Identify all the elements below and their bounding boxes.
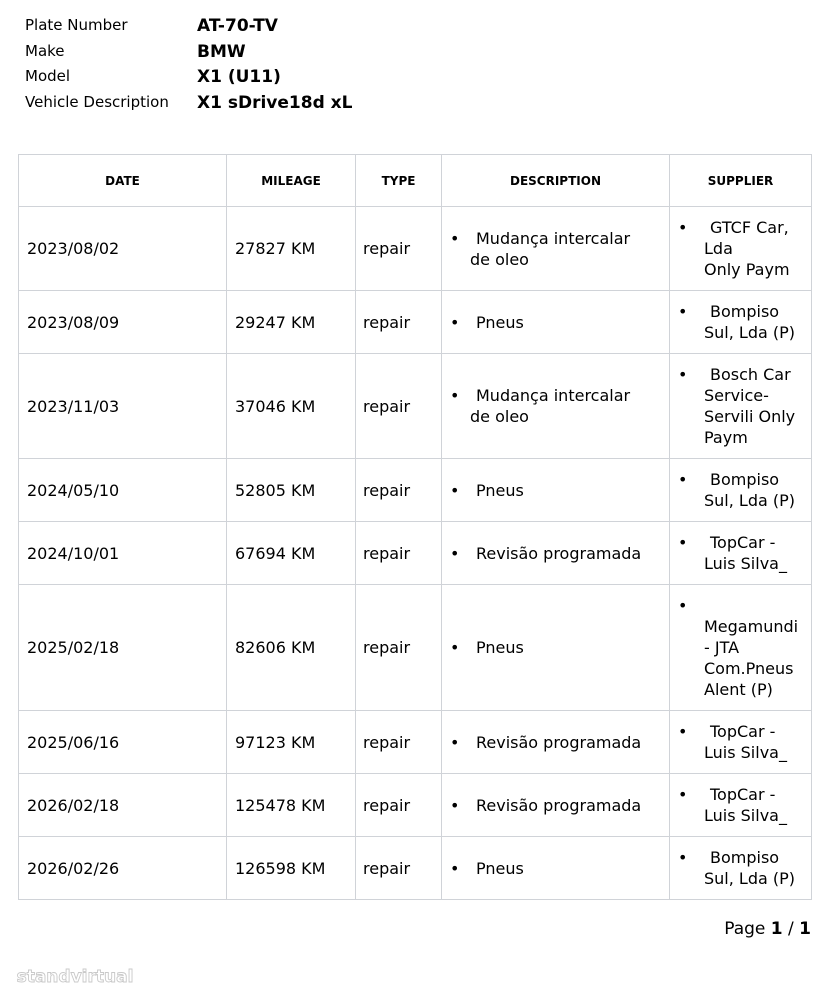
date-cell: 2024/10/01 [19,522,227,585]
make-label: Make [25,41,65,60]
page-prefix: Page [724,919,766,939]
supplier-cell [670,522,812,585]
date-cell: 2025/06/16 [19,711,227,774]
supplier-cell [670,354,812,459]
bullet-icon: • [678,533,688,552]
bullet-icon: • [450,386,460,405]
supplier-text: Megamundi - JTA Com.Pneus Alent (P) [704,617,799,699]
bullet-icon: • [678,596,688,615]
bullet-icon: • [678,848,688,867]
description-text: Pneus [476,480,524,500]
supplier-text: Bosch Car Service- Servili Only Paym [704,365,796,447]
make-value: BMW [197,41,246,62]
mileage-cell: 52805 KM [227,459,356,522]
type-cell: repair [356,837,442,900]
description-text: Revisão programada [476,732,642,752]
supplier-item [678,301,807,343]
plate-label: Plate Number [25,16,128,34]
supplier-cell [670,711,812,774]
description-text: Mudança intercalar de oleo [470,386,631,426]
supplier-text: TopCar - Luis Silva_ [704,785,787,825]
table-row [19,459,812,522]
mileage-cell: 82606 KM [227,585,356,711]
bullet-icon: • [450,543,460,563]
model-value: X1 (U11) [197,67,281,87]
supplier-item [678,532,807,574]
page-current: 1 [770,919,783,939]
type-cell: repair [356,354,442,459]
description-cell [442,774,670,837]
mileage-cell: 29247 KM [227,291,356,354]
description-item [450,312,663,333]
bullet-icon: • [678,785,688,804]
mileage-cell: 27827 KM [227,207,356,291]
supplier-text: TopCar - Luis Silva_ [704,533,787,573]
bullet-icon: • [678,365,688,384]
table-row [19,774,812,837]
description-item [450,543,663,564]
description-text: Revisão programada [476,795,642,815]
description-item [450,795,663,816]
description-text: Pneus [476,312,524,332]
type-cell: repair [356,774,442,837]
date-cell: 2024/05/10 [19,459,227,522]
date-cell: 2025/02/18 [19,585,227,711]
plate-value: AT-70-TV [197,16,278,36]
header-row [19,155,812,207]
header-mileage: MILEAGE [227,155,356,207]
table-row [19,291,812,354]
description-text: Pneus [476,638,524,657]
header-type: TYPE [356,155,442,207]
page-total: 1 [799,919,811,939]
supplier-cell [670,459,812,522]
type-cell: repair [356,711,442,774]
supplier-cell [670,774,812,837]
svg-text:standvirtual: standvirtual [16,967,134,987]
table-row [19,711,812,774]
description-cell [442,459,670,522]
page-separator: / [788,919,794,939]
description-item [450,228,663,270]
description-cell [442,354,670,459]
table-row [19,837,812,900]
supplier-text: Bompiso Sul, Lda (P) [704,848,796,888]
date-cell: 2023/11/03 [19,354,227,459]
header-supplier: SUPPLIER [670,155,812,207]
type-cell: repair [356,459,442,522]
date-cell: 2023/08/02 [19,207,227,291]
bullet-icon: • [450,638,460,657]
table-row [19,207,812,291]
bullet-icon: • [678,218,688,237]
bullet-icon: • [450,480,460,500]
description-text: Revisão programada [476,543,642,563]
supplier-item [678,784,807,826]
description-cell [442,711,670,774]
mileage-cell: 37046 KM [227,354,356,459]
date-cell: 2026/02/18 [19,774,227,837]
supplier-text: Bompiso Sul, Lda (P) [704,302,796,342]
page-indicator [724,919,811,939]
bullet-icon: • [450,228,460,248]
description-item [450,480,663,501]
watermark-logo [8,964,142,988]
table-header [19,155,812,207]
header-description: DESCRIPTION [442,155,670,207]
type-cell: repair [356,207,442,291]
table-row [19,585,812,711]
supplier-text: Bompiso Sul, Lda (P) [704,470,796,510]
description-cell [442,207,670,291]
description-item [450,637,663,658]
vehicle-description-value: X1 sDrive18d xL [197,92,353,113]
mileage-cell: 67694 KM [227,522,356,585]
table-body [19,207,812,900]
date-cell: 2023/08/09 [19,291,227,354]
header-date: DATE [19,155,227,207]
supplier-item [678,217,807,280]
supplier-item [678,469,807,511]
service-history-table [18,154,812,900]
description-item [450,858,663,879]
bullet-icon: • [450,858,460,878]
table-row [19,354,812,459]
bullet-icon: • [450,312,460,332]
supplier-item [678,364,807,448]
mileage-cell: 97123 KM [227,711,356,774]
supplier-cell [670,585,812,711]
type-cell: repair [356,522,442,585]
vehicle-description-label: Vehicle Description [25,92,169,111]
supplier-text: TopCar - Luis Silva_ [704,722,787,762]
mileage-cell: 126598 KM [227,837,356,900]
bullet-icon: • [450,795,460,815]
model-label: Model [25,67,71,85]
supplier-cell [670,207,812,291]
description-cell [442,291,670,354]
description-cell [442,837,670,900]
bullet-icon: • [450,732,460,752]
mileage-cell: 125478 KM [227,774,356,837]
description-item [450,385,663,427]
date-cell: 2026/02/26 [19,837,227,900]
type-cell: repair [356,291,442,354]
description-item [450,732,663,753]
supplier-item [678,721,807,763]
supplier-item [678,595,807,700]
description-cell [442,522,670,585]
supplier-cell [670,837,812,900]
supplier-text: GTCF Car, Lda Only Paym [704,218,790,279]
supplier-item [678,847,807,889]
supplier-cell [670,291,812,354]
description-cell [442,585,670,711]
description-text: Pneus [476,858,524,878]
bullet-icon: • [678,722,688,741]
type-cell: repair [356,585,442,711]
bullet-icon: • [678,470,688,489]
table-row [19,522,812,585]
bullet-icon: • [678,302,688,321]
description-text: Mudança intercalar de oleo [470,228,631,269]
